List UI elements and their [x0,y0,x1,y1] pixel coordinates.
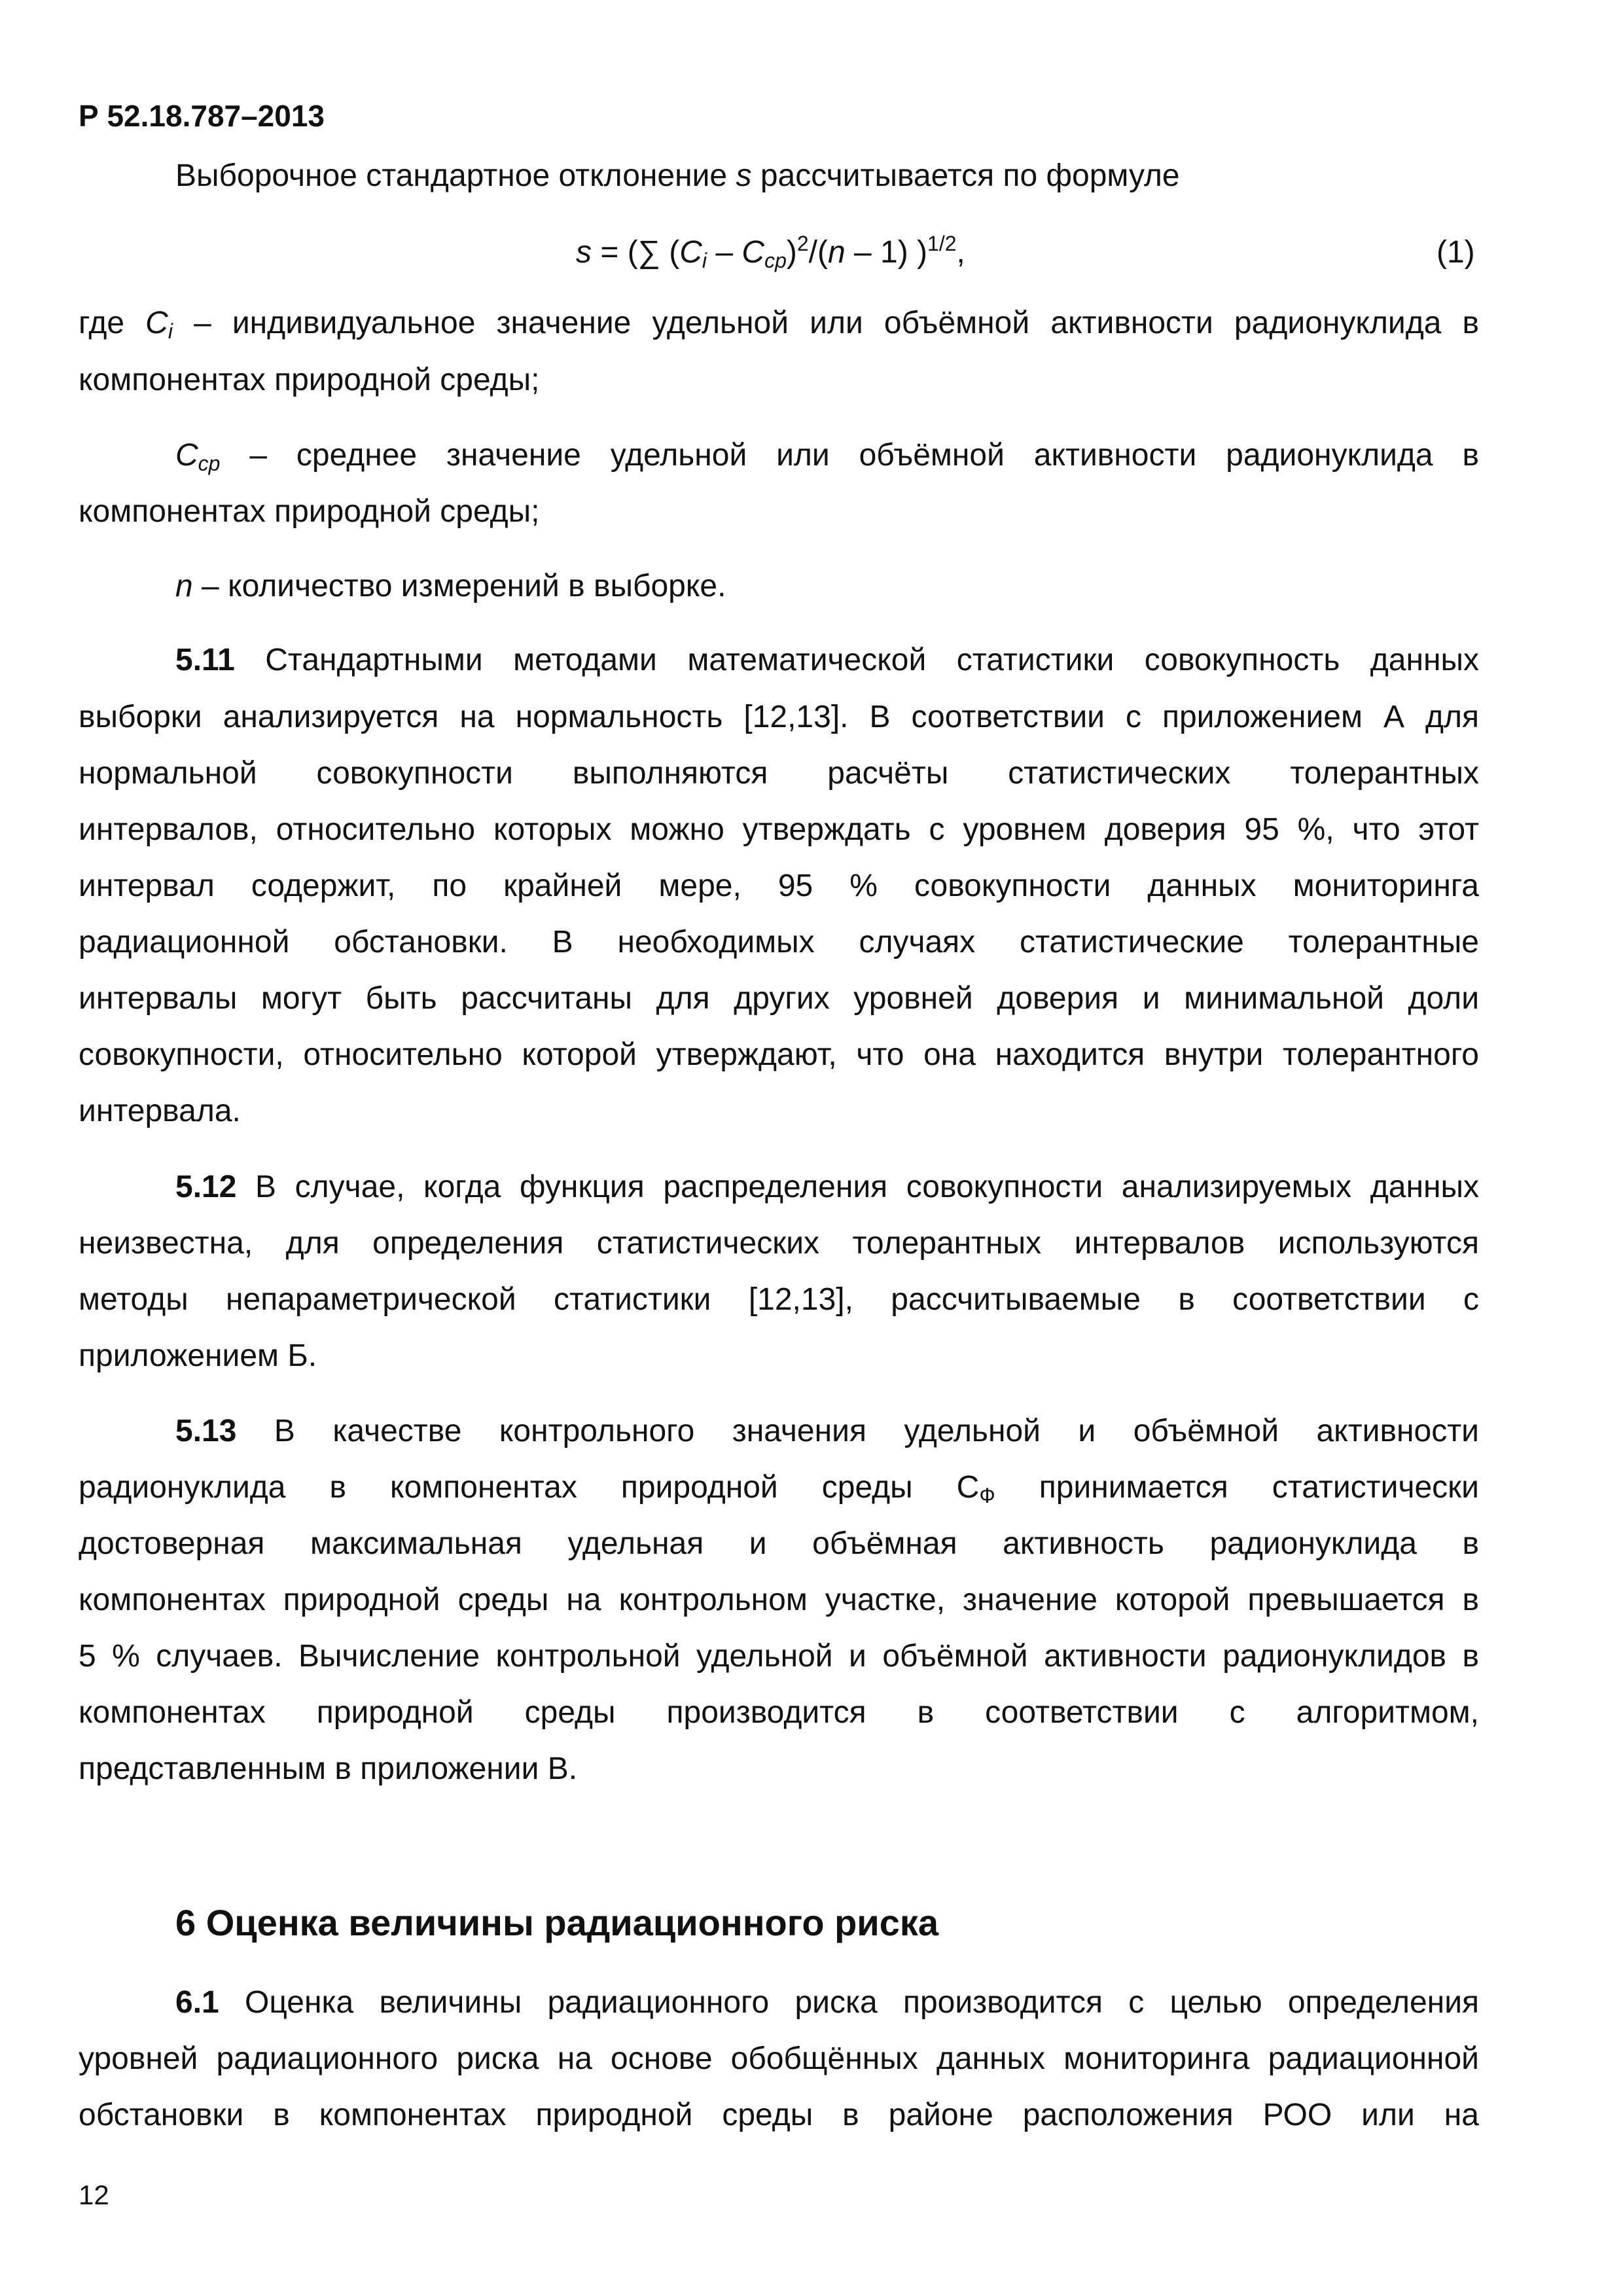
p512-line-3: методы непараметрической статистики [12,13], рассчитываемые в соответствии с [79,1282,1479,1317]
p512-line-4: приложением Б. [79,1338,317,1373]
p513-line-2: радионуклида в компонентах природной среды $С_Ф$ принимается статистически [79,1470,1479,1507]
where-ccp-line: $C_{ср}$ – среднее значение удельной или объёмной активности радионуклида в [175,438,1479,475]
p513-line-4: компонентах природной среды на контрольном участке, значение которой превышается в [79,1583,1479,1617]
page-number: 12 [79,2179,109,2210]
formula-std-deviation: s = (∑ $(C_i - C_{ср})^2/(n - 1)$ )$^{1/2}$, [576,232,965,272]
where-ci-line: где $C_i$ – индивидуальное значение удельной или объёмной активности радионуклида в [79,306,1480,343]
p511-line-8: совокупности, относительно которой утверждают, что она находится внутри толерантного [79,1037,1479,1072]
where-ci-line2: компонентах природной среды; [79,363,540,397]
p61-line-2: уровней радиационного риска на основе обобщённых данных мониторинга радиационной [79,2041,1479,2076]
p513-line-5: 5 % случаев. Вычисление контрольной удельной и объёмной активности радионуклидов в [79,1639,1479,1674]
p511-line-4: интервалов, относительно которых можно утверждать с уровнем доверия 95 %, что этот [79,812,1479,847]
p61-line-3: обстановки в компонентах природной среды в районе расположения РОО или на [79,2098,1479,2132]
p511-line-9: интервала. [79,1094,241,1128]
p61-line-1: 6.1 Оценка величины радиационного риска производится с целью определения [175,1985,1479,2020]
p511-line-1: 5.11 Стандартными методами математической статистики совокупность данных [175,643,1480,677]
intro-line: Выборочное стандартное отклонение s рассчитывается по формуле [175,158,1180,193]
where-n-line: n – количество измерений в выборке. [175,569,726,603]
p511-line-6: радиационной обстановки. В необходимых случаях статистические толерантные [79,925,1479,960]
p512-line-1: 5.12 В случае, когда функция распределения совокупности анализируемых данных [175,1170,1479,1204]
p513-line-7: представленным в приложении В. [79,1751,578,1786]
p511-line-5: интервал содержит, по крайней мере, 95 % совокупности данных мониторинга [79,869,1479,903]
p511-line-3: нормальной совокупности выполняются расчёты статистических толерантных [79,756,1479,791]
where-ccp-line2: компонентах природной среды; [79,494,540,529]
p511-line-7: интервалы могут быть рассчитаны для других уровней доверия и минимальной доли [79,981,1479,1016]
document-code: Р 52.18.787–2013 [79,99,325,133]
p513-line-6: компонентах природной среды производится в соответствии с алгоритмом, [79,1695,1479,1730]
p511-line-2: выборки анализируется на нормальность [12,13]. В соответствии с приложением А для [79,700,1479,734]
p513-line-3: достоверная максимальная удельная и объёмная активность радионуклида в [79,1526,1479,1561]
section-6-title: 6 Оценка величины радиационного риска [175,1902,939,1943]
formula-number: (1) [1436,235,1475,270]
p512-line-2: неизвестна, для определения статистических толерантных интервалов используются [79,1226,1479,1261]
p513-line-1: 5.13 В качестве контрольного значения удельной и объёмной активности [175,1414,1479,1448]
